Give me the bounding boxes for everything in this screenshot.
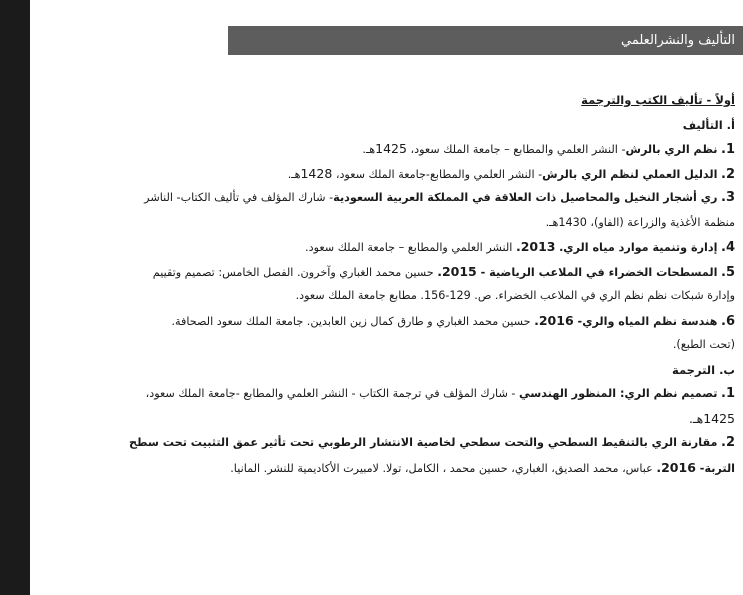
translation-item-2 (34, 431, 735, 456)
item-text: عباس، محمد الصديق، الغباري، حسين محمد ، الكامل، تولا. لامبيرت الأكاديمية للنشر. المانيا. (230, 461, 657, 475)
item-number: 6. (721, 313, 735, 329)
item-number: 1. (721, 386, 735, 401)
item-text: حسين محمد الغباري و طارق كمال زين العابدين. جامعة الملك سعود الصحافة. (171, 314, 535, 328)
translation-item-1-continuation: 1425هـ. (688, 410, 735, 426)
authoring-item-5-continuation: وإدارة شبكات نظم نظم الري في الملاعب الخضراء. ص. 129-156. مطابع جامعة الملك سعود. (295, 289, 735, 302)
item-text: - النشر العلمي والمطابع-جامعة الملك سعود، (332, 167, 543, 181)
item-text: - النشر العلمي والمطابع – جامعة الملك سعود، (406, 143, 626, 156)
item-title: تصميم نظم الري: المنظور الهندسي (518, 387, 718, 400)
authoring-item-2 (34, 162, 735, 187)
item-year: 2016. (534, 312, 574, 328)
item-suffix: هـ. (362, 143, 376, 156)
item-text: حسين محمد الغباري وآخرون. الفصل الخامس: تصميم وتقييم (152, 265, 438, 279)
authoring-item-4 (34, 235, 735, 260)
authoring-item-6 (34, 309, 735, 334)
item-title: نظم الري بالرش (625, 143, 718, 156)
item-number: 2. (721, 435, 735, 450)
header-title: التأليف والنشرالعلمي (621, 33, 735, 48)
authoring-item-6-continuation: (تحت الطبع). (672, 338, 735, 351)
authoring-item-5 (34, 260, 735, 285)
authoring-item-3 (34, 186, 735, 211)
item-year: 1425 (375, 141, 407, 156)
item-number: 2. (721, 166, 735, 182)
item-text: - شارك المؤلف في ترجمة الكتاب - النشر العلمي والمطابع -جامعة الملك سعود، (145, 387, 519, 400)
item-year: 2015. (437, 263, 477, 279)
left-dark-bar (0, 0, 30, 595)
item-year: 2013. (515, 239, 556, 254)
item-suffix: هـ. (287, 167, 301, 181)
item-title: إدارة وتنمية موارد مياه الري. (559, 241, 718, 254)
item-text: النشر العلمي والمطابع – جامعة الملك سعود. (305, 241, 516, 254)
translation-item-2-continuation (34, 456, 735, 481)
translation-subtitle: ب. الترجمة (671, 362, 735, 377)
translation-item-1 (34, 382, 735, 407)
item-year: 2016. (656, 459, 696, 475)
authoring-item-3-continuation: منظمة الأغذية والزراعة (الفاو)، 1430هـ. (545, 215, 735, 229)
item-year: 1428 (300, 165, 333, 181)
section-title: أولاً - تأليف الكتب والترجمة (581, 93, 735, 107)
item-text: - شارك المؤلف في تأليف الكتاب- الناشر (144, 191, 334, 204)
authoring-subtitle: أ. التأليف (682, 117, 735, 132)
document-content (34, 88, 735, 480)
item-number: 3. (721, 190, 735, 205)
item-pre: ري (696, 191, 718, 204)
item-title: المسطحات الخضراء في الملاعب الرياضية - (476, 265, 718, 279)
authoring-item-1 (34, 137, 735, 162)
item-title: الدليل العملي لنظم الري بالرش (542, 167, 718, 181)
item-title: مقارنة الري بالتنقيط السطحي والتحت سطحي لخاصية الانتشار الرطوبي تحت تأثير عمق التثبيت تحت سطح (128, 436, 718, 449)
item-number: 5. (721, 264, 735, 280)
item-number: 1. (721, 142, 735, 157)
item-title: هندسة نظم المياه والري- (573, 314, 718, 328)
header-bar (228, 26, 743, 55)
item-number: 4. (721, 240, 735, 255)
item-title: أشجار النخيل والمحاصيل ذات العلاقة في المملكة العربية السعودية (333, 191, 697, 204)
item-title-cont: التربة- (695, 461, 735, 475)
